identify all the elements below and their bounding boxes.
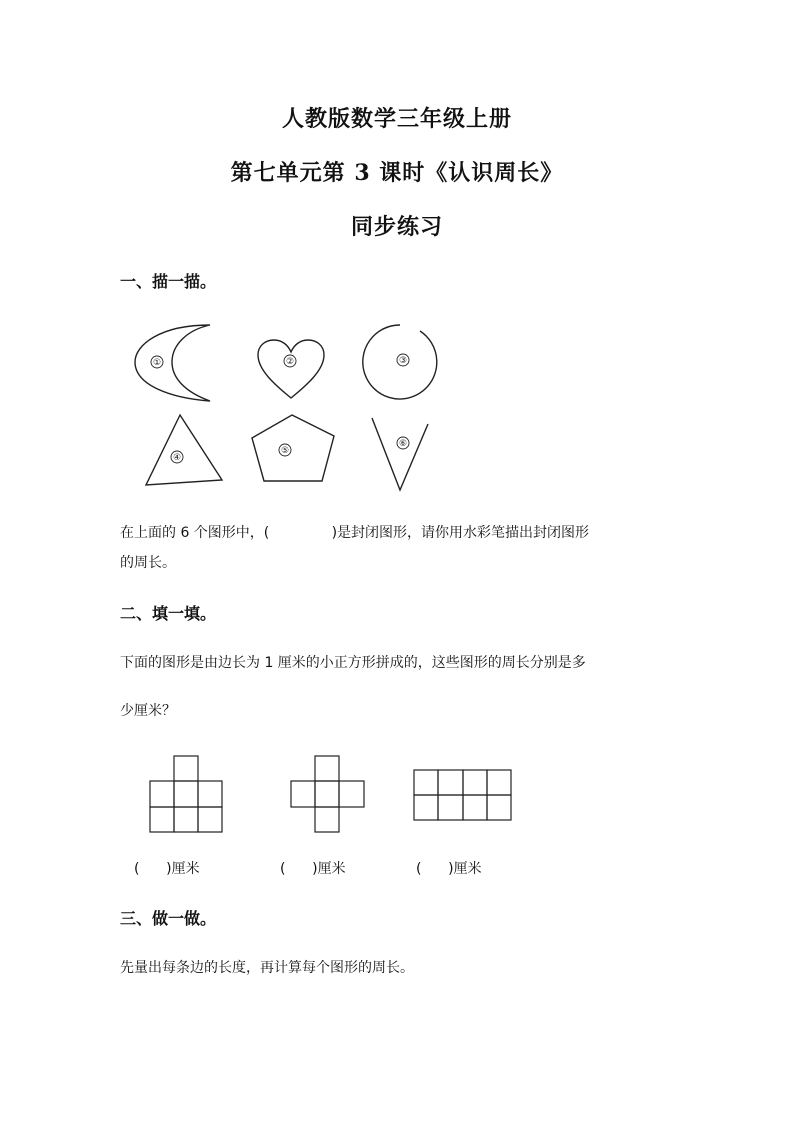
section1-heading: 一、描一描。 <box>120 272 217 291</box>
crescent-shape <box>135 325 210 401</box>
v-shape <box>372 418 428 490</box>
answer-blank-3[interactable]: ( )厘米 <box>416 861 482 877</box>
section2-question-line1: 下面的图形是由边长为 1 厘米的小正方形拼成的，这些图形的周长分别是多 <box>120 655 586 671</box>
triangle-shape <box>146 415 222 485</box>
pentagon-shape <box>252 415 334 481</box>
section1-question-line1: 在上面的 6 个图形中，( )是封闭图形，请你用水彩笔描出封闭图形 <box>120 525 590 541</box>
shape-label-5: ⑤ <box>280 446 290 456</box>
heart-shape <box>258 340 324 398</box>
section2-heading: 二、填一填。 <box>120 604 217 623</box>
section3-instruction: 先量出每条边的长度，再计算每个图形的周长。 <box>120 960 414 976</box>
answer-blank-2[interactable]: ( )厘米 <box>280 861 346 877</box>
grid-figure-c <box>414 770 511 820</box>
section1-question-line2: 的周长。 <box>120 555 176 571</box>
exercise-title: 同步练习 <box>350 214 443 240</box>
answer-blank-1[interactable]: ( )厘米 <box>134 861 200 877</box>
shape-label-6: ⑥ <box>398 439 408 449</box>
shape-label-4: ④ <box>172 453 182 463</box>
shapes-figure <box>0 0 794 520</box>
section2-question-line2: 少厘米？ <box>120 703 176 719</box>
shape-label-3: ③ <box>398 356 408 366</box>
section3-heading: 三、做一做。 <box>120 909 217 928</box>
grid-figure-b <box>291 756 364 832</box>
document-title: 人教版数学三年级上册 <box>281 106 512 132</box>
shape-label-1: ① <box>152 358 162 368</box>
grid-figures <box>0 740 794 840</box>
shape-label-2: ② <box>285 357 295 367</box>
grid-figure-a <box>150 756 222 832</box>
lesson-title: 第七单元第 3 课时《认识周长》 <box>230 160 564 186</box>
